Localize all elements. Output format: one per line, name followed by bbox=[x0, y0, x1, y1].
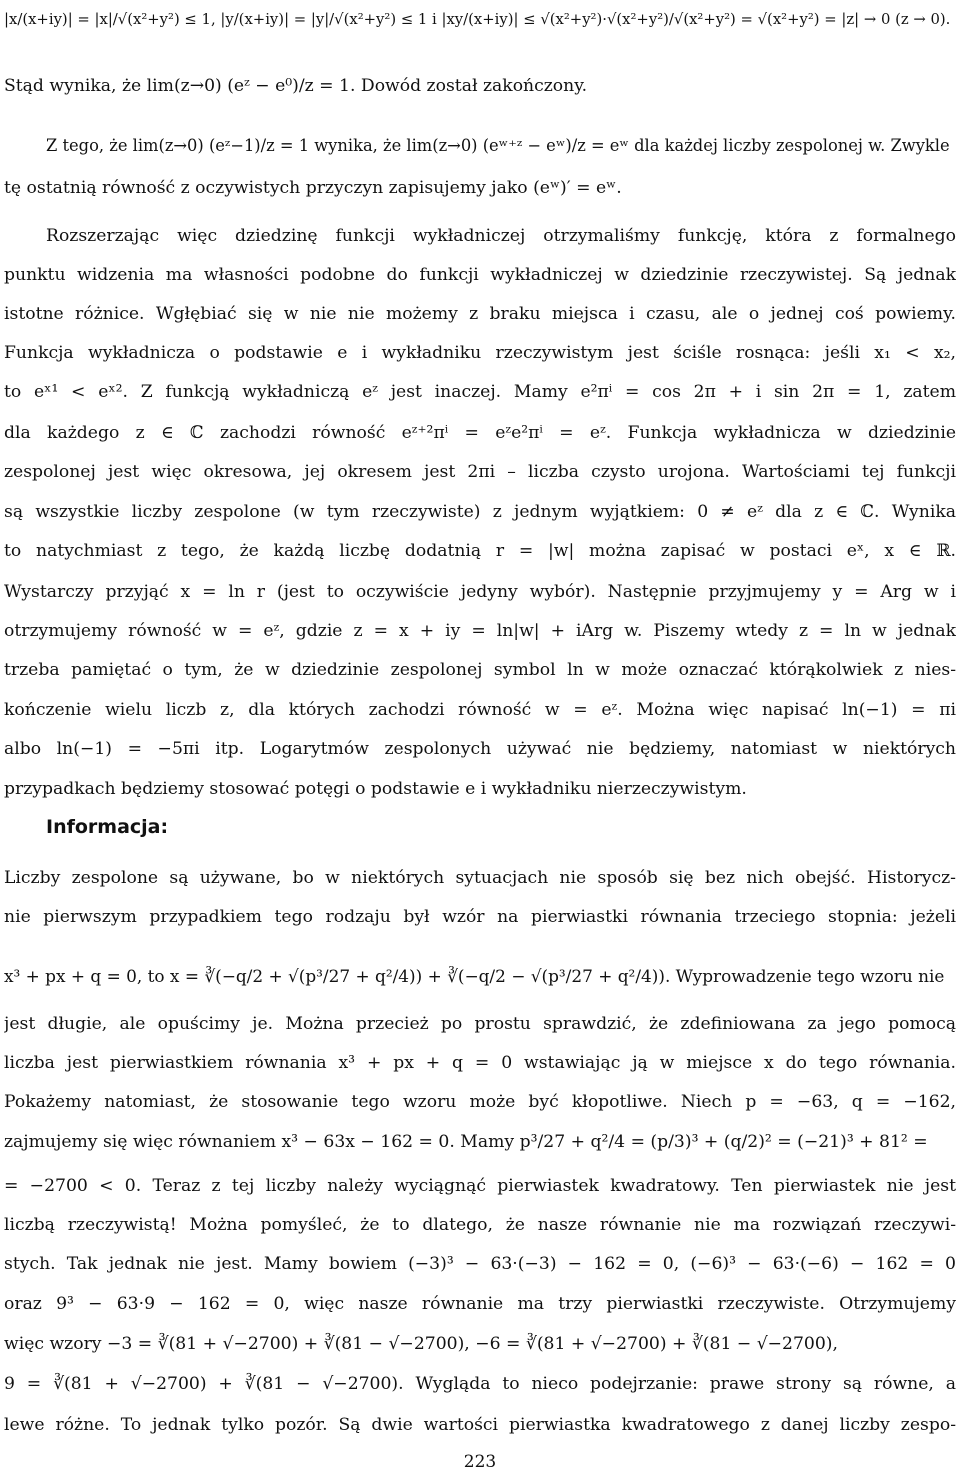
text-line-20: Liczby zespolone są używane, bo w niektórych sytuacjach nie sposób się bez nich obejść. Historycz- bbox=[4, 868, 956, 888]
page-number: 223 bbox=[463, 1452, 497, 1472]
text-line-18: albo ln(−1) = −5πi itp. Logarytmów zespolonych używać nie będziemy, natomiast w niektórych bbox=[4, 739, 956, 759]
text-line-8: Funkcja wykładnicza o podstawie e i wykładniku rzeczywistym jest ściśle rosnąca: jeśli x₁ < x₂, bbox=[4, 343, 956, 363]
text-line-14: Wystarczy przyjąć x = ln r (jest to oczywiście jedyny wybór). Następnie przyjmujemy y = Arg w i bbox=[4, 582, 956, 602]
text-line-10: dla każdego z ∈ ℂ zachodzi równość eᶻ⁺²πⁱ = eᶻe²πⁱ = eᶻ. Funkcja wykładnicza w dziedzinie bbox=[4, 423, 956, 443]
text-line-9: to eˣ¹ < eˣ². Z funkcją wykładniczą eᶻ jest inaczej. Mamy e²πⁱ = cos 2π + i sin 2π = 1, zatem bbox=[4, 382, 956, 402]
text-line-21: nie pierwszym przypadkiem tego rodzaju był wzór na pierwiastki równania trzeciego stopnia: jeżeli bbox=[4, 907, 956, 927]
text-line-4: tę ostatnią równość z oczywistych przyczyn zapisujemy jako (eʷ)′ = eʷ. bbox=[4, 178, 622, 198]
text-line-5: Rozszerzając więc dziedzinę funkcji wykładniczej otrzymaliśmy funkcję, która z formalnego bbox=[46, 226, 956, 246]
text-line-15: otrzymujemy równość w = eᶻ, gdzie z = x + iy = ln|w| + iArg w. Piszemy wtedy z = ln w jednak bbox=[4, 621, 956, 641]
text-line-11: zespolonej jest więc okresowa, jej okresem jest 2πi – liczba czysto urojona. Wartościami tej funkcji bbox=[4, 462, 956, 482]
text-line-33: lewe różne. To jednak tylko pozór. Są dwie wartości pierwiastka kwadratowego z danej liczby zespo- bbox=[4, 1415, 956, 1435]
text-line-27: = −2700 < 0. Teraz z tej liczby należy wyciągnąć pierwiastek kwadratowy. Ten pierwiastek nie jest bbox=[4, 1176, 956, 1196]
text-line-2: Stąd wynika, że lim(z→0) (eᶻ − e⁰)/z = 1. Dowód został zakończony. bbox=[4, 76, 588, 96]
text-line-32: 9 = ∛(81 + √−2700) + ∛(81 − √−2700). Wygląda to nieco podejrzanie: prawe strony są równe, a bbox=[4, 1374, 956, 1394]
text-line-23: jest długie, ale opuścimy je. Można przecież po prostu sprawdzić, że zdefiniowana za jego pomocą bbox=[4, 1014, 956, 1034]
text-line-3: Z tego, że lim(z→0) (eᶻ−1)/z = 1 wynika, że lim(z→0) (eʷ⁺ᶻ − eʷ)/z = eʷ dla każdej liczby zespolonej w. Zwykle bbox=[46, 136, 950, 155]
text-line-6: punktu widzenia ma własności podobne do funkcji wykładniczej w dziedzinie rzeczywistej. Są jednak bbox=[4, 265, 956, 285]
section-heading: Informacja: bbox=[46, 816, 169, 838]
text-line-31: więc wzory −3 = ∛(81 + √−2700) + ∛(81 − √−2700), −6 = ∛(81 + √−2700) + ∛(81 − √−2700), bbox=[4, 1334, 838, 1354]
text-line-29: stych. Tak jednak nie jest. Mamy bowiem (−3)³ − 63·(−3) − 162 = 0, (−6)³ − 63·(−6) − 162 = 0 bbox=[4, 1254, 956, 1274]
text-line-25: Pokażemy natomiast, że stosowanie tego wzoru może być kłopotliwe. Niech p = −63, q = −162, bbox=[4, 1092, 956, 1112]
text-line-30: oraz 9³ − 63·9 − 162 = 0, więc nasze równanie ma trzy pierwiastki rzeczywiste. Otrzymujemy bbox=[4, 1294, 956, 1314]
text-line-22-formula: x³ + px + q = 0, to x = ∛(−q/2 + √(p³/27 + q²/4)) + ∛(−q/2 − √(p³/27 + q²/4)). Wyprowadzenie tego wzoru nie bbox=[4, 966, 945, 986]
text-line-24: liczba jest pierwiastkiem równania x³ + px + q = 0 wstawiając ją w miejsce x do tego równania. bbox=[4, 1053, 956, 1073]
text-line-1: |x/(x+iy)| = |x|/√(x²+y²) ≤ 1, |y/(x+iy)| = |y|/√(x²+y²) ≤ 1 i |xy/(x+iy)| ≤ √(x²+y²)·√(x²+y²)/√(x²+y²) = √(x²+y²) = |z| → 0 (z → 0). bbox=[4, 11, 951, 28]
text-line-13: to natychmiast z tego, że każdą liczbę dodatnią r = |w| można zapisać w postaci eˣ, x ∈ ℝ. bbox=[4, 541, 956, 561]
text-line-12: są wszystkie liczby zespolone (w tym rzeczywiste) z jednym wyjątkiem: 0 ≠ eᶻ dla z ∈ ℂ. Wynika bbox=[4, 502, 956, 522]
text-line-16: trzeba pamiętać o tym, że w dziedzinie zespolonej symbol ln w może oznaczać którąkolwiek z nies- bbox=[4, 660, 956, 680]
text-line-17: kończenie wielu liczb z, dla których zachodzi równość w = eᶻ. Można więc napisać ln(−1) = πi bbox=[4, 700, 956, 720]
text-line-26: zajmujemy się więc równaniem x³ − 63x − 162 = 0. Mamy p³/27 + q²/4 = (p/3)³ + (q/2)² = (−21)³ + 81² = bbox=[4, 1132, 928, 1152]
text-line-28: liczbą rzeczywistą! Można pomyśleć, że to dlatego, że nasze równanie nie ma rozwiązań rzeczywi- bbox=[4, 1215, 956, 1235]
text-line-19: przypadkach będziemy stosować potęgi o podstawie e i wykładniku nierzeczywistym. bbox=[4, 779, 747, 799]
text-line-7: istotne różnice. Wgłębiać się w nie nie możemy z braku miejsca i czasu, ale o jednej coś powiemy. bbox=[4, 304, 956, 324]
